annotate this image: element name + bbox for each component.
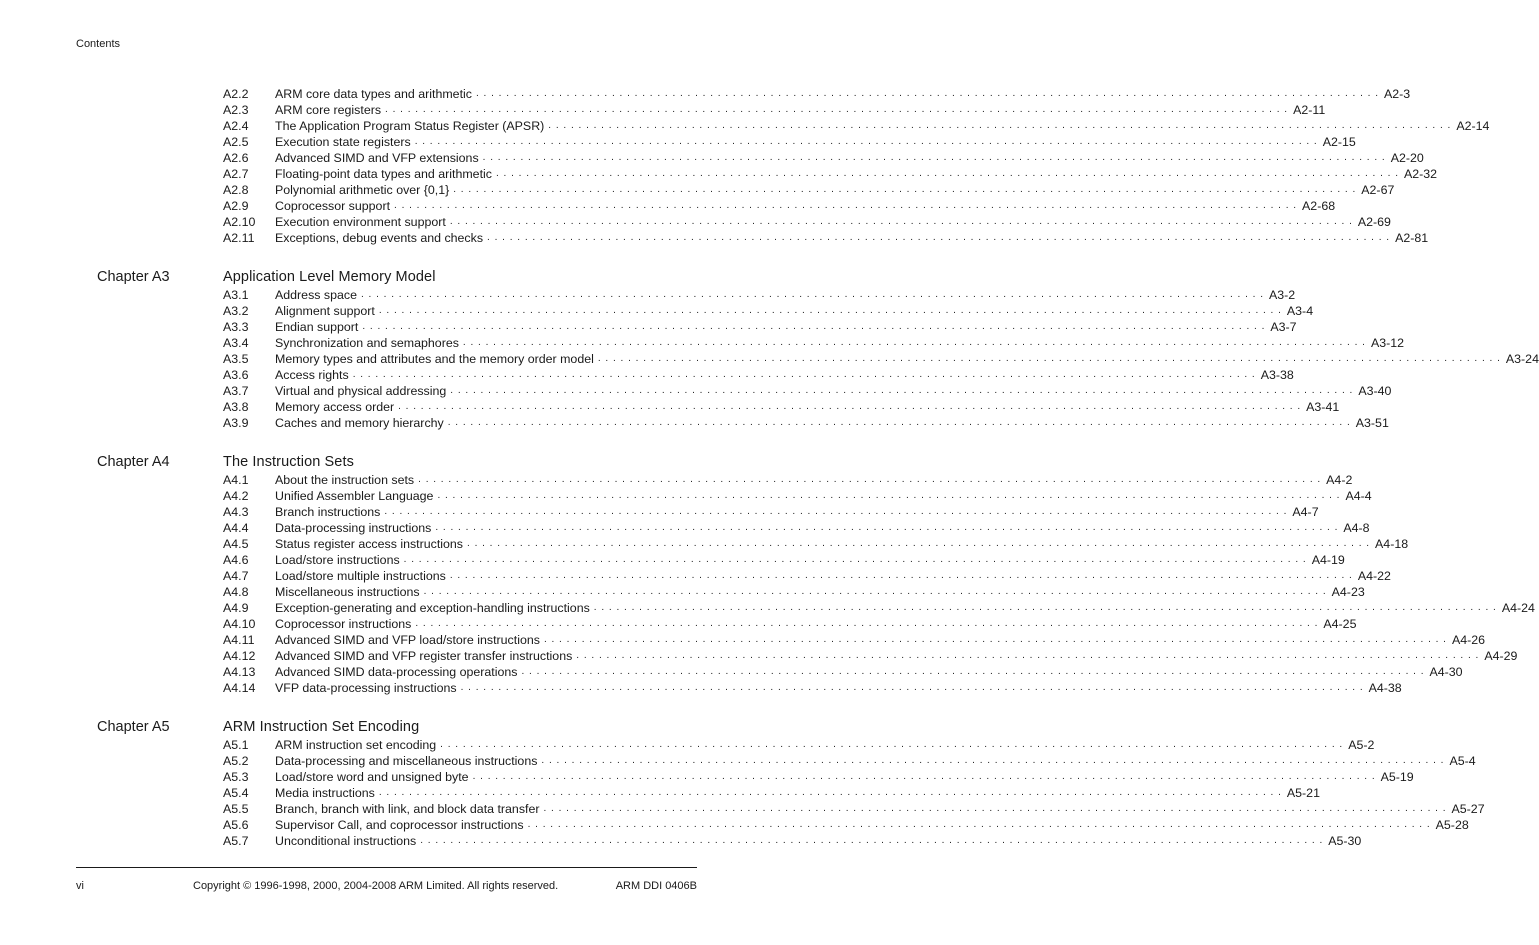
toc-entry[interactable]: [97, 520, 1370, 536]
section-title: Branch, branch with link, and block data transfer: [275, 802, 540, 816]
section-title: ARM core data types and arithmetic: [275, 87, 472, 101]
page-reference: A2-67: [1361, 183, 1395, 197]
page-reference: A4-2: [1326, 473, 1353, 487]
section-title: Synchronization and semaphores: [275, 336, 459, 350]
toc-entry[interactable]: [97, 102, 1326, 118]
footer-document-id: ARM DDI 0406B: [615, 880, 697, 892]
page-reference: A4-25: [1323, 617, 1357, 631]
toc-chapter: [97, 86, 1490, 246]
entry-line: [275, 214, 1391, 230]
dot-leader: . . . . . . . . . . . . . . . . . . . . . . . . . . . . . . . . . . . . . . . . . . . . . . . . . . . . . . . . . . . . . . . . . . . . . . . . . . . . . . . . . . . . . . . . . . . . . . . . . . . . . . . . . . . . . . . . . . . . . . . .: [394, 200, 1298, 211]
chapter-heading: [97, 717, 697, 737]
chapter-spacer: [97, 696, 697, 717]
section-title: Data-processing instructions: [275, 521, 432, 535]
entry-line: [275, 680, 1402, 696]
section-title: Virtual and physical addressing: [275, 384, 447, 398]
toc-entry[interactable]: [97, 351, 1539, 367]
section-number: A5.1: [223, 738, 249, 752]
section-title: Unconditional instructions: [275, 834, 417, 848]
page-reference: A3-12: [1370, 336, 1405, 350]
page-reference: A4-8: [1343, 521, 1370, 535]
dot-leader: . . . . . . . . . . . . . . . . . . . . . . . . . . . . . . . . . . . . . . . . . . . . . . . . . . . . . . . . . . . . . . . . . . . . . . . . . . . . . . . . . . . . . . . . . . . . . . . . . . . . . . . . . . . . . . . . . . . . . . . .: [548, 120, 1452, 131]
toc-entry[interactable]: [97, 166, 1438, 182]
entry-line: [275, 86, 1411, 102]
section-number: A4.13: [223, 665, 256, 679]
toc-entry[interactable]: [97, 303, 1314, 319]
section-title: Memory access order: [275, 400, 395, 414]
page-reference: A4-29: [1484, 649, 1518, 663]
toc-entry[interactable]: [97, 319, 1297, 335]
section-title: Advanced SIMD and VFP extensions: [275, 151, 479, 165]
section-title: Miscellaneous instructions: [275, 585, 420, 599]
dot-leader: . . . . . . . . . . . . . . . . . . . . . . . . . . . . . . . . . . . . . . . . . . . . . . . . . . . . . . . . . . . . . . . . . . . . . . . . . . . . . . . . . . . . . . . . . . . . . . . . . . . . . . . . . . . . . . . . . . . . . . . .: [362, 321, 1266, 332]
toc-entry[interactable]: [97, 737, 1375, 753]
toc-entry[interactable]: [97, 616, 1357, 632]
section-number: A4.10: [223, 617, 256, 631]
section-number: A5.2: [223, 754, 249, 768]
page-reference: A5-21: [1286, 786, 1320, 800]
section-number: A5.4: [223, 786, 249, 800]
entry-line: [275, 801, 1485, 817]
entry-line: [275, 632, 1486, 648]
entry-line: [275, 118, 1490, 134]
section-number: A5.3: [223, 770, 249, 784]
section-number: A2.4: [223, 119, 249, 133]
toc-entry[interactable]: [97, 552, 1345, 568]
page-reference: A5-4: [1449, 754, 1476, 768]
page-reference: A3-40: [1358, 384, 1392, 398]
page-reference: A5-30: [1328, 834, 1362, 848]
dot-leader: . . . . . . . . . . . . . . . . . . . . . . . . . . . . . . . . . . . . . . . . . . . . . . . . . . . . . . . . . . . . . . . . . . . . . . . . . . . . . . . . . . . . . . . . . . . . . . . . . . . . . . . . . . . . . . . . . . . . . . . .: [447, 417, 1351, 428]
section-number: A4.5: [223, 537, 249, 551]
chapter-title: The Instruction Sets: [223, 454, 354, 470]
toc-entry[interactable]: [97, 648, 1518, 664]
section-title: VFP data-processing instructions: [275, 681, 457, 695]
toc-entry[interactable]: [97, 214, 1391, 230]
entry-line: [275, 383, 1392, 399]
entry-line: [275, 664, 1463, 680]
entry-line: [275, 335, 1405, 351]
section-number: A3.1: [223, 288, 249, 302]
entry-line: [275, 600, 1535, 616]
section-number: A2.7: [223, 167, 249, 181]
section-title: Coprocessor support: [275, 199, 391, 213]
dot-leader: . . . . . . . . . . . . . . . . . . . . . . . . . . . . . . . . . . . . . . . . . . . . . . . . . . . . . . . . . . . . . . . . . . . . . . . . . . . . . . . . . . . . . . . . . . . . . . . . . . . . . . . . . . . . . . . . . . . . . . . .: [495, 168, 1399, 179]
entry-line: [275, 785, 1320, 801]
section-title: Advanced SIMD and VFP load/store instructions: [275, 633, 540, 647]
section-title: Load/store multiple instructions: [275, 569, 446, 583]
page-reference: A3-51: [1355, 416, 1389, 430]
section-number: A4.4: [223, 521, 249, 535]
page-reference: A3-24: [1505, 352, 1539, 366]
section-number: A3.2: [223, 304, 249, 318]
entry-line: [275, 134, 1356, 150]
dot-leader: . . . . . . . . . . . . . . . . . . . . . . . . . . . . . . . . . . . . . . . . . . . . . . . . . . . . . . . . . . . . . . . . . . . . . . . . . . . . . . . . . . . . . . . . . . . . . . . . . . . . . . . . . . . . . . . . . . . . . . . .: [482, 152, 1386, 163]
chapter-spacer: [97, 431, 697, 452]
entry-line: [275, 415, 1389, 431]
section-number: A3.5: [223, 352, 249, 366]
dot-leader: . . . . . . . . . . . . . . . . . . . . . . . . . . . . . . . . . . . . . . . . . . . . . . . . . . . . . . . . . . . . . . . . . . . . . . . . . . . . . . . . . . . . . . . . . . . . . . . . . . . . . . . . . . . . . . . . . . . . . . . .: [437, 490, 1341, 501]
toc-entry[interactable]: [97, 367, 1294, 383]
entry-line: [275, 102, 1326, 118]
section-title: Address space: [275, 288, 357, 302]
dot-leader: . . . . . . . . . . . . . . . . . . . . . . . . . . . . . . . . . . . . . . . . . . . . . . . . . . . . . . . . . . . . . . . . . . . . . . . . . . . . . . . . . . . . . . . . . . . . . . . . . . . . . . . . . . . . . . . . . . . . . . . .: [487, 232, 1391, 243]
toc-entry[interactable]: [97, 150, 1424, 166]
section-number: A4.12: [223, 649, 256, 663]
section-number: A4.8: [223, 585, 249, 599]
toc-entry[interactable]: [97, 833, 1362, 849]
section-number: A3.7: [223, 384, 249, 398]
page-reference: A3-7: [1270, 320, 1297, 334]
dot-leader: . . . . . . . . . . . . . . . . . . . . . . . . . . . . . . . . . . . . . . . . . . . . . . . . . . . . . . . . . . . . . . . . . . . . . . . . . . . . . . . . . . . . . . . . . . . . . . . . . . . . . . . . . . . . . . . . . . . . . . . .: [435, 522, 1339, 533]
section-number: A2.10: [223, 215, 256, 229]
section-number: A5.7: [223, 834, 249, 848]
dot-leader: . . . . . . . . . . . . . . . . . . . . . . . . . . . . . . . . . . . . . . . . . . . . . . . . . . . . . . . . . . . . . . . . . . . . . . . . . . . . . . . . . . . . . . . . . . . . . . . . . . . . . . . . . . . . . . . . . . . . . . . .: [541, 755, 1445, 766]
toc-entry[interactable]: [97, 753, 1476, 769]
dot-leader: . . . . . . . . . . . . . . . . . . . . . . . . . . . . . . . . . . . . . . . . . . . . . . . . . . . . . . . . . . . . . . . . . . . . . . . . . . . . . . . . . . . . . . . . . . . . . . . . . . . . . . . . . . . . . . . . . . . . . . . .: [453, 184, 1357, 195]
dot-leader: . . . . . . . . . . . . . . . . . . . . . . . . . . . . . . . . . . . . . . . . . . . . . . . . . . . . . . . . . . . . . . . . . . . . . . . . . . . . . . . . . . . . . . . . . . . . . . . . . . . . . . . . . . . . . . . . . . . . . . . .: [576, 650, 1480, 661]
page-reference: A4-23: [1331, 585, 1365, 599]
toc-entry[interactable]: [97, 399, 1340, 415]
toc-entry[interactable]: [97, 415, 1389, 431]
dot-leader: . . . . . . . . . . . . . . . . . . . . . . . . . . . . . . . . . . . . . . . . . . . . . . . . . . . . . . . . . . . . . . . . . . . . . . . . . . . . . . . . . . . . . . . . . . . . . . . . . . . . . . . . . . . . . . . . . . . . . . . .: [403, 554, 1307, 565]
entry-line: [275, 817, 1469, 833]
entry-line: [275, 584, 1365, 600]
page-reference: A3-2: [1269, 288, 1296, 302]
section-number: A3.4: [223, 336, 249, 350]
page-reference: A5-27: [1451, 802, 1485, 816]
section-title: Media instructions: [275, 786, 375, 800]
chapter-spacer: [97, 246, 697, 267]
footer-divider: [76, 867, 697, 868]
entry-line: [275, 552, 1345, 568]
dot-leader: . . . . . . . . . . . . . . . . . . . . . . . . . . . . . . . . . . . . . . . . . . . . . . . . . . . . . . . . . . . . . . . . . . . . . . . . . . . . . . . . . . . . . . . . . . . . . . . . . . . . . . . . . . . . . . . . . . . . . . . .: [543, 803, 1447, 814]
page-reference: A4-4: [1345, 489, 1372, 503]
toc-entry[interactable]: [97, 664, 1463, 680]
dot-leader: . . . . . . . . . . . . . . . . . . . . . . . . . . . . . . . . . . . . . . . . . . . . . . . . . . . . . . . . . . . . . . . . . . . . . . . . . . . . . . . . . . . . . . . . . . . . . . . . . . . . . . . . . . . . . . . . . . . . . . . .: [440, 739, 1344, 750]
entry-line: [275, 737, 1375, 753]
page-reference: A2-20: [1390, 151, 1424, 165]
dot-leader: . . . . . . . . . . . . . . . . . . . . . . . . . . . . . . . . . . . . . . . . . . . . . . . . . . . . . . . . . . . . . . . . . . . . . . . . . . . . . . . . . . . . . . . . . . . . . . . . . . . . . . . . . . . . . . . . . . . . . . . .: [384, 506, 1288, 517]
entry-line: [275, 198, 1336, 214]
section-number: A2.5: [223, 135, 249, 149]
page-reference: A4-22: [1357, 569, 1391, 583]
entry-line: [275, 472, 1353, 488]
dot-leader: . . . . . . . . . . . . . . . . . . . . . . . . . . . . . . . . . . . . . . . . . . . . . . . . . . . . . . . . . . . . . . . . . . . . . . . . . . . . . . . . . . . . . . . . . . . . . . . . . . . . . . . . . . . . . . . . . . . . . . . .: [462, 337, 1366, 348]
toc-entry[interactable]: [97, 817, 1469, 833]
page-reference: A2-32: [1404, 167, 1438, 181]
section-number: A2.3: [223, 103, 249, 117]
toc-entry[interactable]: [97, 230, 1429, 246]
section-number: A3.6: [223, 368, 249, 382]
entry-line: [275, 488, 1372, 504]
table-of-contents: [97, 86, 1539, 849]
page-reference: A4-7: [1292, 505, 1319, 519]
page-reference: A5-2: [1348, 738, 1375, 752]
page-reference: A4-38: [1368, 681, 1402, 695]
dot-leader: . . . . . . . . . . . . . . . . . . . . . . . . . . . . . . . . . . . . . . . . . . . . . . . . . . . . . . . . . . . . . . . . . . . . . . . . . . . . . . . . . . . . . . . . . . . . . . . . . . . . . . . . . . . . . . . . . . . . . . . .: [378, 787, 1282, 798]
page-reference: A2-11: [1293, 103, 1326, 117]
dot-leader: . . . . . . . . . . . . . . . . . . . . . . . . . . . . . . . . . . . . . . . . . . . . . . . . . . . . . . . . . . . . . . . . . . . . . . . . . . . . . . . . . . . . . . . . . . . . . . . . . . . . . . . . . . . . . . . . . . . . . . . .: [418, 474, 1322, 485]
section-title: Load/store word and unsigned byte: [275, 770, 469, 784]
page-reference: A4-19: [1311, 553, 1345, 567]
section-title: Advanced SIMD data-processing operations: [275, 665, 518, 679]
dot-leader: . . . . . . . . . . . . . . . . . . . . . . . . . . . . . . . . . . . . . . . . . . . . . . . . . . . . . . . . . . . . . . . . . . . . . . . . . . . . . . . . . . . . . . . . . . . . . . . . . . . . . . . . . . . . . . . . . . . . . . . .: [423, 586, 1327, 597]
section-title: ARM core registers: [275, 103, 382, 117]
toc-entry[interactable]: [97, 536, 1409, 552]
page-reference: A2-14: [1456, 119, 1490, 133]
chapter-label: Chapter A3: [97, 269, 170, 285]
running-header: Contents: [76, 38, 121, 50]
section-title: Load/store instructions: [275, 553, 400, 567]
page-reference: A4-18: [1375, 537, 1409, 551]
toc-chapter: [97, 717, 1485, 849]
section-number: A2.2: [223, 87, 249, 101]
page-reference: A2-69: [1357, 215, 1391, 229]
toc-entry[interactable]: [97, 584, 1365, 600]
entry-line: [275, 319, 1297, 335]
section-number: A3.9: [223, 416, 249, 430]
section-number: A2.9: [223, 199, 249, 213]
toc-entry[interactable]: [97, 769, 1414, 785]
dot-leader: . . . . . . . . . . . . . . . . . . . . . . . . . . . . . . . . . . . . . . . . . . . . . . . . . . . . . . . . . . . . . . . . . . . . . . . . . . . . . . . . . . . . . . . . . . . . . . . . . . . . . . . . . . . . . . . . . . . . . . . .: [420, 835, 1324, 846]
page-reference: A4-26: [1451, 633, 1486, 647]
toc-entry[interactable]: [97, 182, 1395, 198]
entry-line: [275, 399, 1340, 415]
entry-line: [275, 520, 1370, 536]
chapter-heading: [97, 452, 697, 472]
section-number: A4.6: [223, 553, 249, 567]
section-number: A2.8: [223, 183, 249, 197]
section-number: A4.11: [223, 633, 255, 647]
section-title: Coprocessor instructions: [275, 617, 412, 631]
section-title: Data-processing and miscellaneous instructions: [275, 754, 538, 768]
page-reference: A3-38: [1260, 368, 1294, 382]
toc-entry[interactable]: [97, 785, 1320, 801]
entry-line: [275, 287, 1296, 303]
dot-leader: . . . . . . . . . . . . . . . . . . . . . . . . . . . . . . . . . . . . . . . . . . . . . . . . . . . . . . . . . . . . . . . . . . . . . . . . . . . . . . . . . . . . . . . . . . . . . . . . . . . . . . . . . . . . . . . . . . . . . . . .: [449, 570, 1353, 581]
page-reference: A3-4: [1286, 304, 1314, 318]
dot-leader: . . . . . . . . . . . . . . . . . . . . . . . . . . . . . . . . . . . . . . . . . . . . . . . . . . . . . . . . . . . . . . . . . . . . . . . . . . . . . . . . . . . . . . . . . . . . . . . . . . . . . . . . . . . . . . . . . . . . . . . .: [467, 538, 1371, 549]
entry-line: [275, 769, 1414, 785]
section-number: A4.7: [223, 569, 249, 583]
chapter-label: Chapter A4: [97, 454, 170, 470]
section-title: Execution state registers: [275, 135, 411, 149]
entry-line: [275, 166, 1438, 182]
chapter-title: ARM Instruction Set Encoding: [223, 719, 420, 735]
toc-entry[interactable]: [97, 488, 1372, 504]
dot-leader: . . . . . . . . . . . . . . . . . . . . . . . . . . . . . . . . . . . . . . . . . . . . . . . . . . . . . . . . . . . . . . . . . . . . . . . . . . . . . . . . . . . . . . . . . . . . . . . . . . . . . . . . . . . . . . . . . . . . . . . .: [460, 682, 1364, 693]
entry-line: [275, 616, 1357, 632]
dot-leader: . . . . . . . . . . . . . . . . . . . . . . . . . . . . . . . . . . . . . . . . . . . . . . . . . . . . . . . . . . . . . . . . . . . . . . . . . . . . . . . . . . . . . . . . . . . . . . . . . . . . . . . . . . . . . . . . . . . . . . . .: [449, 216, 1353, 227]
chapter-title: Application Level Memory Model: [223, 269, 436, 285]
toc-entry[interactable]: [97, 383, 1392, 399]
page-reference: A2-68: [1302, 199, 1336, 213]
section-number: A5.5: [223, 802, 249, 816]
toc-entry[interactable]: [97, 801, 1485, 817]
section-number: A4.1: [223, 473, 249, 487]
toc-entry[interactable]: [97, 287, 1296, 303]
chapter-heading: [97, 267, 697, 287]
section-number: A4.3: [223, 505, 249, 519]
dot-leader: . . . . . . . . . . . . . . . . . . . . . . . . . . . . . . . . . . . . . . . . . . . . . . . . . . . . . . . . . . . . . . . . . . . . . . . . . . . . . . . . . . . . . . . . . . . . . . . . . . . . . . . . . . . . . . . . . . . . . . . .: [415, 618, 1319, 629]
section-title: Access rights: [275, 368, 349, 382]
entry-line: [275, 367, 1294, 383]
footer-page-number: vi: [76, 880, 84, 892]
toc-entry[interactable]: [97, 632, 1486, 648]
entry-line: [275, 648, 1518, 664]
section-title: Supervisor Call, and coprocessor instructions: [275, 818, 524, 832]
toc-entry[interactable]: [97, 335, 1405, 351]
dot-leader: . . . . . . . . . . . . . . . . . . . . . . . . . . . . . . . . . . . . . . . . . . . . . . . . . . . . . . . . . . . . . . . . . . . . . . . . . . . . . . . . . . . . . . . . . . . . . . . . . . . . . . . . . . . . . . . . . . . . . . . .: [414, 136, 1318, 147]
section-title: Endian support: [275, 320, 359, 334]
toc-chapter: [97, 267, 1539, 431]
section-title: Status register access instructions: [275, 537, 464, 551]
toc-entry[interactable]: [97, 568, 1391, 584]
section-number: A5.6: [223, 818, 249, 832]
section-number: A3.8: [223, 400, 249, 414]
dot-leader: . . . . . . . . . . . . . . . . . . . . . . . . . . . . . . . . . . . . . . . . . . . . . . . . . . . . . . . . . . . . . . . . . . . . . . . . . . . . . . . . . . . . . . . . . . . . . . . . . . . . . . . . . . . . . . . . . . . . . . . .: [597, 353, 1501, 364]
dot-leader: . . . . . . . . . . . . . . . . . . . . . . . . . . . . . . . . . . . . . . . . . . . . . . . . . . . . . . . . . . . . . . . . . . . . . . . . . . . . . . . . . . . . . . . . . . . . . . . . . . . . . . . . . . . . . . . . . . . . . . . .: [593, 602, 1497, 613]
dot-leader: . . . . . . . . . . . . . . . . . . . . . . . . . . . . . . . . . . . . . . . . . . . . . . . . . . . . . . . . . . . . . . . . . . . . . . . . . . . . . . . . . . . . . . . . . . . . . . . . . . . . . . . . . . . . . . . . . . . . . . . .: [450, 385, 1354, 396]
dot-leader: . . . . . . . . . . . . . . . . . . . . . . . . . . . . . . . . . . . . . . . . . . . . . . . . . . . . . . . . . . . . . . . . . . . . . . . . . . . . . . . . . . . . . . . . . . . . . . . . . . . . . . . . . . . . . . . . . . . . . . . .: [475, 88, 1379, 99]
section-title: Memory types and attributes and the memory order model: [275, 352, 594, 366]
toc-entry[interactable]: [97, 472, 1353, 488]
entry-line: [275, 230, 1429, 246]
section-title: Exceptions, debug events and checks: [275, 231, 484, 245]
toc-entry[interactable]: [97, 86, 1411, 102]
entry-line: [275, 351, 1539, 367]
dot-leader: . . . . . . . . . . . . . . . . . . . . . . . . . . . . . . . . . . . . . . . . . . . . . . . . . . . . . . . . . . . . . . . . . . . . . . . . . . . . . . . . . . . . . . . . . . . . . . . . . . . . . . . . . . . . . . . . . . . . . . . .: [398, 401, 1302, 412]
entry-line: [275, 150, 1424, 166]
section-title: Caches and memory hierarchy: [275, 416, 444, 430]
page-reference: A2-3: [1384, 87, 1411, 101]
entry-line: [275, 504, 1319, 520]
footer-copyright: Copyright © 1996-1998, 2000, 2004-2008 ARM Limited. All rights reserved.: [193, 880, 559, 892]
section-title: Branch instructions: [275, 505, 381, 519]
toc-chapter: [97, 452, 1535, 696]
section-title: Exception-generating and exception-handling instructions: [275, 601, 590, 615]
dot-leader: . . . . . . . . . . . . . . . . . . . . . . . . . . . . . . . . . . . . . . . . . . . . . . . . . . . . . . . . . . . . . . . . . . . . . . . . . . . . . . . . . . . . . . . . . . . . . . . . . . . . . . . . . . . . . . . . . . . . . . . .: [385, 104, 1289, 115]
section-title: About the instruction sets: [275, 473, 415, 487]
dot-leader: . . . . . . . . . . . . . . . . . . . . . . . . . . . . . . . . . . . . . . . . . . . . . . . . . . . . . . . . . . . . . . . . . . . . . . . . . . . . . . . . . . . . . . . . . . . . . . . . . . . . . . . . . . . . . . . . . . . . . . . .: [521, 666, 1425, 677]
toc-entry[interactable]: [97, 504, 1319, 520]
section-title: Unified Assembler Language: [275, 489, 434, 503]
dot-leader: . . . . . . . . . . . . . . . . . . . . . . . . . . . . . . . . . . . . . . . . . . . . . . . . . . . . . . . . . . . . . . . . . . . . . . . . . . . . . . . . . . . . . . . . . . . . . . . . . . . . . . . . . . . . . . . . . . . . . . . .: [378, 305, 1282, 316]
page-reference: A2-81: [1395, 231, 1429, 245]
section-title: Alignment support: [275, 304, 375, 318]
section-title: Execution environment support: [275, 215, 446, 229]
page-reference: A2-15: [1322, 135, 1356, 149]
toc-entry[interactable]: [97, 134, 1356, 150]
section-number: A4.2: [223, 489, 249, 503]
toc-entry[interactable]: [97, 600, 1535, 616]
page-reference: A4-30: [1429, 665, 1463, 679]
dot-leader: . . . . . . . . . . . . . . . . . . . . . . . . . . . . . . . . . . . . . . . . . . . . . . . . . . . . . . . . . . . . . . . . . . . . . . . . . . . . . . . . . . . . . . . . . . . . . . . . . . . . . . . . . . . . . . . . . . . . . . . .: [472, 771, 1376, 782]
section-title: ARM instruction set encoding: [275, 738, 437, 752]
entry-line: [275, 753, 1476, 769]
dot-leader: . . . . . . . . . . . . . . . . . . . . . . . . . . . . . . . . . . . . . . . . . . . . . . . . . . . . . . . . . . . . . . . . . . . . . . . . . . . . . . . . . . . . . . . . . . . . . . . . . . . . . . . . . . . . . . . . . . . . . . . .: [360, 289, 1264, 300]
section-number: A4.14: [223, 681, 256, 695]
page-reference: A4-24: [1501, 601, 1535, 615]
section-number: A2.11: [223, 231, 255, 245]
section-title: Floating-point data types and arithmetic: [275, 167, 492, 181]
page-reference: A3-41: [1306, 400, 1340, 414]
dot-leader: . . . . . . . . . . . . . . . . . . . . . . . . . . . . . . . . . . . . . . . . . . . . . . . . . . . . . . . . . . . . . . . . . . . . . . . . . . . . . . . . . . . . . . . . . . . . . . . . . . . . . . . . . . . . . . . . . . . . . . . .: [543, 634, 1447, 645]
page-reference: A5-28: [1435, 818, 1469, 832]
dot-leader: . . . . . . . . . . . . . . . . . . . . . . . . . . . . . . . . . . . . . . . . . . . . . . . . . . . . . . . . . . . . . . . . . . . . . . . . . . . . . . . . . . . . . . . . . . . . . . . . . . . . . . . . . . . . . . . . . . . . . . . .: [527, 819, 1431, 830]
page-reference: A5-19: [1380, 770, 1414, 784]
toc-entry[interactable]: [97, 198, 1336, 214]
entry-line: [275, 833, 1362, 849]
section-number: A2.6: [223, 151, 249, 165]
entry-line: [275, 536, 1409, 552]
dot-leader: . . . . . . . . . . . . . . . . . . . . . . . . . . . . . . . . . . . . . . . . . . . . . . . . . . . . . . . . . . . . . . . . . . . . . . . . . . . . . . . . . . . . . . . . . . . . . . . . . . . . . . . . . . . . . . . . . . . . . . . .: [352, 369, 1256, 380]
entry-line: [275, 182, 1395, 198]
section-title: The Application Program Status Register (APSR): [275, 119, 545, 133]
toc-entry[interactable]: [97, 118, 1490, 134]
section-title: Advanced SIMD and VFP register transfer instructions: [275, 649, 573, 663]
chapter-label: Chapter A5: [97, 719, 170, 735]
toc-entry[interactable]: [97, 680, 1402, 696]
section-number: A3.3: [223, 320, 249, 334]
section-title: Polynomial arithmetic over {0,1}: [275, 183, 450, 197]
entry-line: [275, 303, 1314, 319]
entry-line: [275, 568, 1391, 584]
section-number: A4.9: [223, 601, 249, 615]
